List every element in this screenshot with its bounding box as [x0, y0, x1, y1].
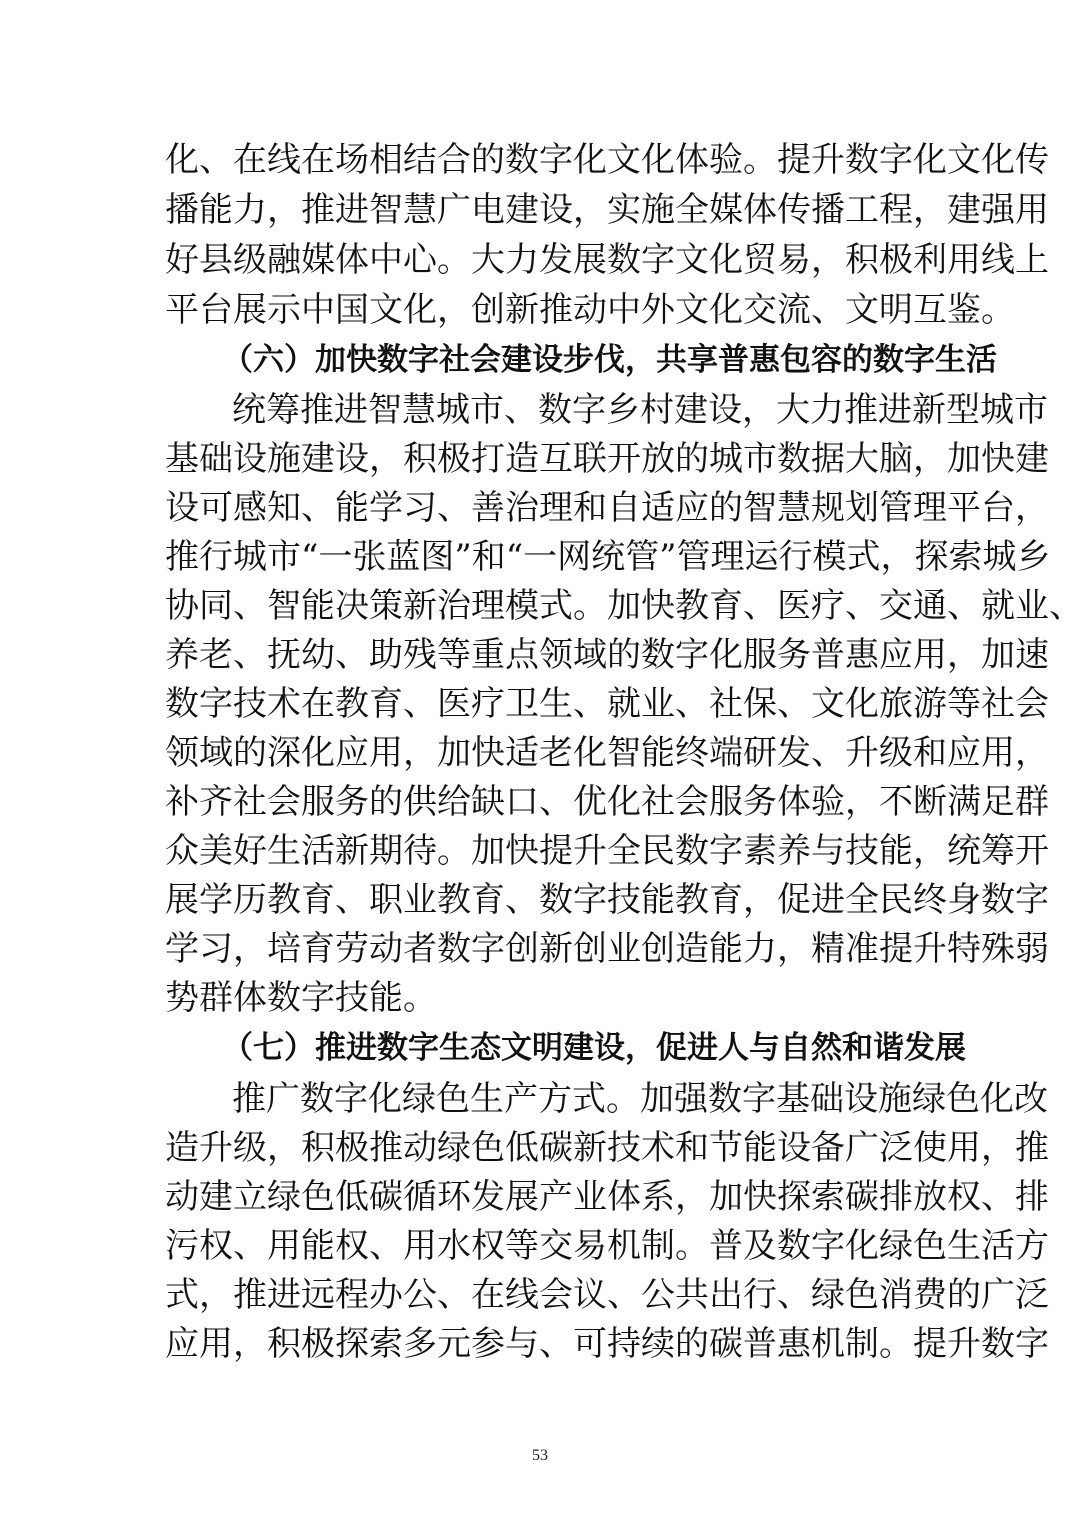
paragraph-line: 众美好生活新期待。加快提升全民数字素养与技能，统筹开 [165, 831, 1049, 871]
paragraph-line: 势群体数字技能。 [165, 978, 437, 1018]
paragraph-line: 造升级，积极推动绿色低碳新技术和节能设备广泛使用，推 [165, 1128, 1049, 1168]
paragraph-line: 动建立绿色低碳循环发展产业体系，加快探索碳排放权、排 [165, 1177, 1049, 1217]
paragraph-line: 好县级融媒体中心。大力发展数字文化贸易，积极利用线上 [165, 240, 1049, 280]
paragraph-line: 数字技术在教育、医疗卫生、就业、社保、文化旅游等社会 [165, 684, 1049, 724]
paragraph-line: 基础设施建设，积极打造互联开放的城市数据大脑，加快建 [165, 439, 1049, 479]
paragraph-line: 领域的深化应用，加快适老化智能终端研发、升级和应用， [165, 733, 1049, 773]
paragraph-line: 推行城市“一张蓝图”和“一网统管”管理运行模式，探索城乡 [165, 537, 1051, 577]
paragraph-line: 统筹推进智慧城市、数字乡村建设，大力推进新型城市 [232, 390, 1048, 430]
paragraph-line: 养老、抚幼、助残等重点领域的数字化服务普惠应用，加速 [165, 635, 1049, 675]
paragraph-line: 化、在线在场相结合的数字化文化体验。提升数字化文化传 [165, 140, 1049, 180]
paragraph-line: 协同、智能决策新治理模式。加快教育、医疗、交通、就业、 [165, 586, 1083, 626]
paragraph-line: 推广数字化绿色生产方式。加强数字基础设施绿色化改 [232, 1079, 1048, 1119]
paragraph-line: 播能力，推进智慧广电建设，实施全媒体传播工程，建强用 [165, 190, 1049, 230]
section-heading-7: （七）推进数字生态文明建设，促进人与自然和谐发展 [222, 1030, 966, 1066]
section-heading-6: （六）加快数字社会建设步伐，共享普惠包容的数字生活 [222, 342, 997, 378]
paragraph-line: 展学历教育、职业教育、数字技能教育，促进全民终身数字 [165, 880, 1049, 920]
paragraph-line: 污权、用能权、用水权等交易机制。普及数字化绿色生活方 [165, 1226, 1049, 1266]
paragraph-line: 式，推进远程办公、在线会议、公共出行、绿色消费的广泛 [165, 1275, 1049, 1315]
paragraph-line: 补齐社会服务的供给缺口、优化社会服务体验，不断满足群 [165, 782, 1049, 822]
paragraph-line: 平台展示中国文化，创新推动中外文化交流、文明互鉴。 [165, 290, 1015, 330]
paragraph-line: 设可感知、能学习、善治理和自适应的智慧规划管理平台， [165, 488, 1049, 528]
paragraph-line: 应用，积极探索多元参与、可持续的碳普惠机制。提升数字 [165, 1324, 1049, 1364]
paragraph-line: 学习，培育劳动者数字创新创业创造能力，精准提升特殊弱 [165, 929, 1049, 969]
page-number: 53 [532, 1447, 548, 1464]
